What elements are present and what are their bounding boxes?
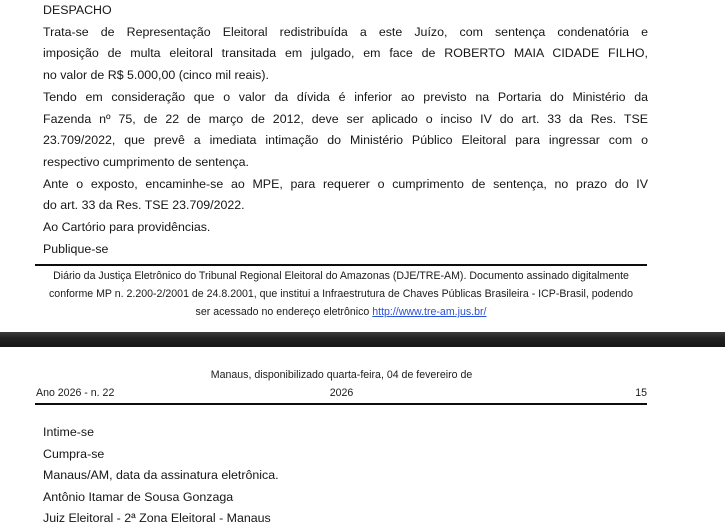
header-row [36, 387, 647, 400]
paragraph-line: Fazenda nº 75, de 22 de março de 2012, deve ser aplicado o inciso IV do art. 33 da Res. TSE [43, 111, 648, 126]
paragraph-line: Trata-se de Representação Eleitoral redistribuída a este Juízo, com sentença condenatória e [43, 24, 648, 39]
footer-line-3 [35, 303, 647, 321]
paragraph-line: 23.709/2022, que prevê a imediata intimação do Ministério Público Eleitoral para ingressar com o [43, 133, 648, 148]
despacho-paragraphs [43, 22, 648, 261]
text-line: Juiz Eleitoral - 2ª Zona Eleitoral - Manaus [43, 511, 271, 525]
text-line: Manaus/AM, data da assinatura eletrônica. [43, 468, 279, 482]
paragraph-line: Publique-se [43, 241, 109, 256]
text-line: Antônio Itamar de Sousa Gonzaga [43, 489, 234, 504]
tre-am-link[interactable]: http://www.tre-am.jus.br/ [372, 306, 487, 318]
header-page-number: 15 [635, 387, 648, 399]
footer-line-3-text: ser acessado no endereço eletrônico [195, 306, 373, 318]
paragraph-line: do art. 33 da Res. TSE 23.709/2022. [43, 198, 245, 213]
publication-footer [35, 267, 647, 321]
footer-line-2: conforme MP n. 2.200-2/2001 de 24.8.2001, que institui a Infraestrutura de Chaves Públicas Brasileira - ICP-Brasil, podendo [49, 288, 633, 300]
page-header [36, 369, 647, 400]
paragraph-line: respectivo cumprimento de sentença. [43, 154, 249, 169]
paragraph-line: Ao Cartório para providências. [43, 220, 211, 235]
footer-line-1: Diário da Justiça Eletrônico do Tribunal Regional Eleitoral do Amazonas (DJE/TRE-AM). Documento assinado digitalmente [53, 270, 629, 282]
closing-section [43, 422, 648, 530]
paragraph-line: imposição de multa eleitoral transitada em julgado, em face de ROBERTO MAIA CIDADE FILHO, [43, 46, 648, 61]
text-line: Intime-se [43, 425, 94, 439]
despacho-section [43, 0, 648, 260]
document-title: DESPACHO [43, 3, 112, 17]
header-separator-line [35, 403, 647, 405]
header-edition: Ano 2026 - n. 22 [36, 387, 115, 399]
header-date-line: Manaus, disponibilizado quarta-feira, 04 de fevereiro de [210, 369, 473, 381]
paragraph-line: Tendo em consideração que o valor da dívida é inferior ao previsto na Portaria do Ministério da [43, 89, 648, 104]
page-separator-bar [0, 332, 725, 347]
paragraph-line: Ante o exposto, encaminhe-se ao MPE, para requerer o cumprimento de sentença, no prazo do IV [43, 176, 648, 191]
text-line: Cumpra-se [43, 446, 105, 461]
header-year: 2026 [329, 387, 354, 399]
paragraph-line: no valor de R$ 5.000,00 (cinco mil reais). [43, 68, 269, 83]
footer-separator-line [35, 264, 647, 266]
